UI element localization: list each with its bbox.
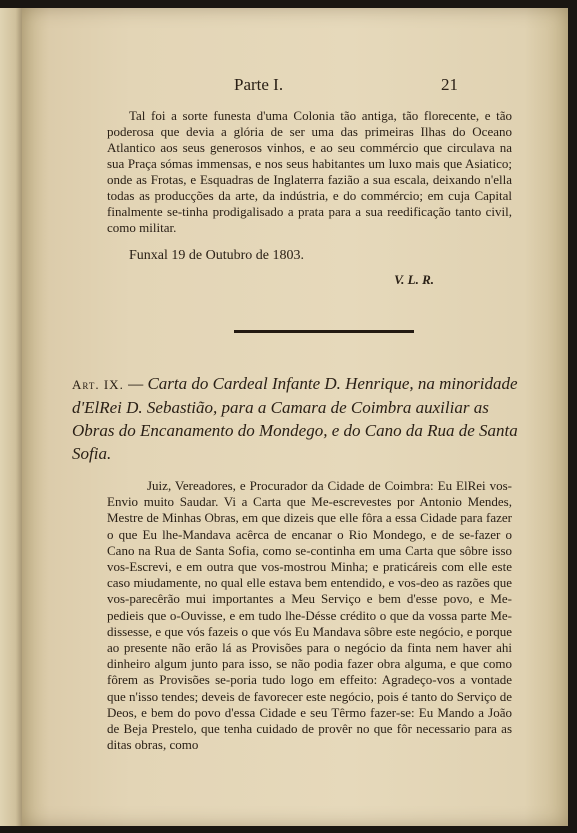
running-header [22,75,568,99]
running-title: Parte I. [234,75,284,94]
signature-initials: V. L. R. [394,272,434,287]
page-number: 21 [441,75,458,94]
article-heading [72,372,520,465]
article-title: Carta do Cardeal Infante D. Henrique, na minoridade d'ElRei D. Sebastião, para a Camara de Coimbra auxiliar as Obras do Encanamento do Mondego, e do Cano da Rua de Santa Sofia. [72,374,518,463]
article-dash: — [123,374,148,393]
article-label: Art. IX. [72,377,124,392]
letter-paragraph: Juiz, Vereadores, e Procurador da Cidade de Coimbra: Eu ElRei vos-Envio muito Saudar. Vi a Carta que Me-escrevestes por Antonio Mendes, Mestre de Minhas Obras, em que dizeis que elle fôra a essa Cidade para fazer o que Eu lhe-Mandava acêrca de encanar o Rio Mondego, e de se-fazer o Cano na Rua de Santa Sofia, como se-continha em uma Carta que sôbre isso vos-Escrevi, e em outra que vos-mostrou Minha; e praticáreis com elle este caso miudamente, no qual elle estava bem entendido, e vos-deo as razões que vos-parecêrão mui importantes a Meu Serviço e bem d'esse povo, e Me-pedieis que o-Ouvisse, e em tudo lhe-Désse crédito o que da vossa parte Me-dissesse, e que vós fazeis o que vós Eu Mandava sôbre este negócio, e porque ao presente não erão lá as Provisões para o negócio da finta nem haver ahi dinheiro algum junto para isso, se não podia fazer obra alguma, e que como fôrem as Provisões se-poria tudo logo em effeito: Agradeço-vos a vontade que n'isso tendes; deveis de favorecer este negócio, pois é tanto do Serviço de Deos, e bem do povo d'essa Cidade e seu Têrmo fazer-se: Eu Mando a João de Beja Prestelo, que tenha cuidado de provêr no que fôr necessario para as ditas obras, como [107,478,512,753]
page-text [22,8,568,826]
closing-paragraph: Tal foi a sorte funesta d'uma Colonia tão antiga, tão florecente, e tão poderosa que devia a glória de ser uma das primeiras Ilhas do Oceano Atlantico aos seus generosos vinhos, e ao seu commércio que circulava na sua Praça sómas immensas, e nos seus habitantes um luxo mais que Asiatico; onde as Frotas, e Esquadras de Inglaterra fazião a sua escala, deixando n'ella todas as producções da arte, da indústria, e do commércio; em cuja Capital finalmente se-tinha prodigalisado a prata para a sua reedificação tanto civil, como militar. [107,108,512,235]
book-page [22,8,568,826]
dateline: Funxal 19 de Outubro de 1803. [129,248,304,263]
section-divider [234,330,414,333]
